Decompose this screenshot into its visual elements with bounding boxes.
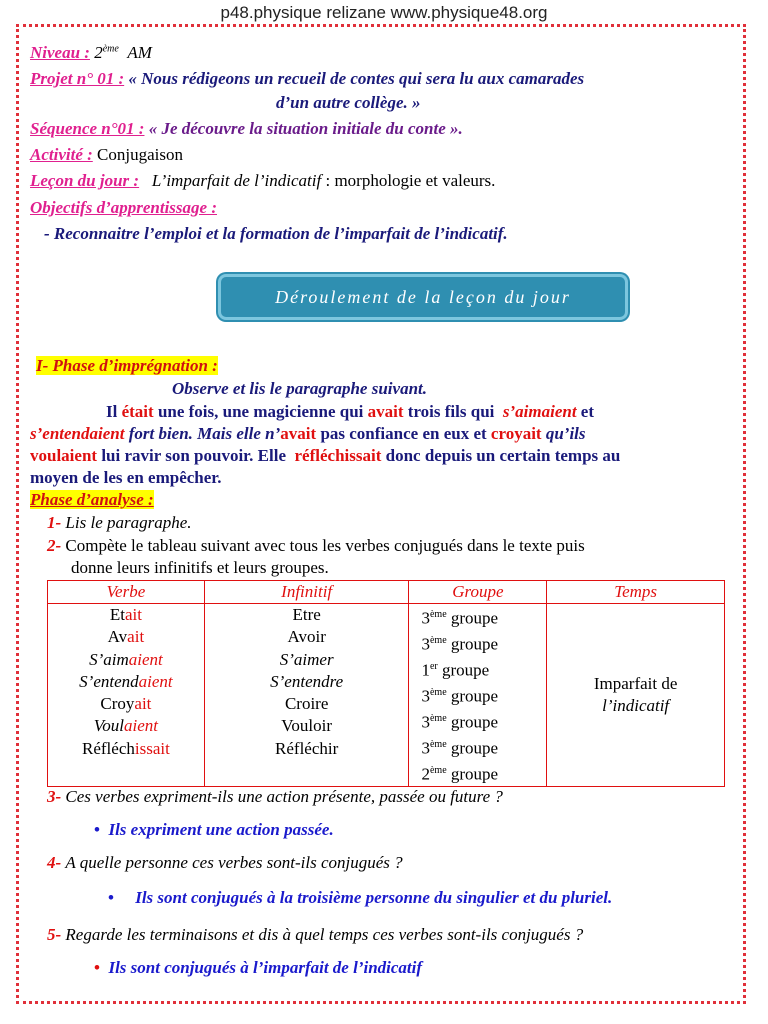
phase2-heading-line: [30, 490, 154, 510]
phase1-heading: I- Phase d’imprégnation :: [36, 356, 218, 375]
projet-label: Projet n° 01 :: [30, 69, 125, 88]
phase2-heading: Phase d’analyse :: [30, 490, 154, 509]
phase1-instruction: Observe et lis le paragraphe suivant.: [172, 379, 427, 398]
question-1-text: Lis le paragraphe.: [65, 513, 192, 532]
answer-3: [94, 820, 334, 840]
question-3: 3- Ces verbes expriment-ils une action présente, passée ou future ?: [47, 787, 503, 806]
projet-text-1: « Nous rédigeons un recueil de contes qui sera lu aux camarades: [128, 69, 585, 88]
projet-line-2: [276, 93, 421, 113]
lecon-label: Leçon du jour :: [30, 171, 140, 190]
projet-line: [30, 69, 584, 89]
lecon-text-italic: L’imparfait de l’indicatif: [151, 171, 322, 190]
table-header-row: [48, 581, 725, 604]
question-5-text: Regarde les terminaisons et dis à quel temps ces verbes sont-ils conjugués ?: [65, 925, 584, 944]
question-4-text: A quelle personne ces verbes sont-ils conjugués ?: [65, 853, 403, 872]
objectif-text: - Reconnaitre l’emploi et la formation de l’imparfait de l’indicatif.: [44, 224, 508, 243]
verbe-cell: Etait Avait S’aimaient S’entendaient Croyait Voulaient Réfléchissait: [48, 604, 205, 787]
bullet-icon: •: [94, 958, 100, 977]
table-row: [48, 604, 725, 787]
question-5: 5- Regarde les terminaisons et dis à quel temps ces verbes sont-ils conjugués ?: [47, 925, 584, 944]
sequence-line: [30, 119, 463, 139]
lesson-title-box: [218, 274, 628, 320]
col-temps: Temps: [547, 581, 725, 604]
question-2-text: Compète le tableau suivant avec tous les verbes conjugués dans le texte puis: [65, 536, 585, 555]
phase1-heading-line: [36, 356, 218, 376]
projet-text-2: d’un autre collège. »: [276, 93, 421, 112]
question-2: 2- Compète le tableau suivant avec tous les verbes conjugués dans le texte puis: [47, 536, 585, 555]
verbs-table: [47, 580, 725, 787]
lecon-line: [30, 171, 495, 191]
niveau-line: [30, 43, 152, 63]
bullet-icon: •: [94, 820, 100, 839]
infinitif-cell: Etre Avoir S’aimer S’entendre Croire Vouloir Réfléchir: [204, 604, 409, 787]
answer-4-text: Ils sont conjugués à la troisième personne du singulier et du pluriel.: [135, 888, 613, 907]
phase1-instruction-line: [172, 379, 427, 399]
activite-text: Conjugaison: [97, 145, 183, 164]
objectifs-label: Objectifs d’apprentissage :: [30, 198, 217, 217]
activite-label: Activité :: [30, 145, 93, 164]
col-verbe: Verbe: [48, 581, 205, 604]
answer-3-text: Ils expriment une action passée.: [108, 820, 334, 839]
niveau-label: Niveau :: [30, 43, 90, 62]
question-4: 4- A quelle personne ces verbes sont-ils conjugués ?: [47, 853, 403, 872]
niveau-value: 2ème AM: [94, 43, 152, 62]
question-2-text-2: donne leurs infinitifs et leurs groupes.: [71, 558, 329, 577]
objectifs-line: [30, 198, 217, 218]
watermark: p48.physique relizane www.physique48.org: [220, 3, 548, 22]
answer-5: [94, 958, 422, 978]
lecon-text-rest: : morphologie et valeurs.: [325, 171, 496, 190]
phase1-paragraph: Il était une fois, une magicienne qui avait trois fils qui s’aimaient et s’entendaient fort bien. Mais elle n’avait pas confiance en eux et croyait qu’ils voulaient lui ravir son pouvoir. Elle réfléchissait donc depuis un certain temps au moyen de les en empêcher.: [30, 402, 621, 487]
col-infinitif: Infinitif: [204, 581, 409, 604]
groupe-cell: 3ème groupe 3ème groupe 1er groupe 3ème groupe 3ème groupe 3ème groupe 2ème groupe: [409, 604, 547, 787]
answer-5-text: Ils sont conjugués à l’imparfait de l’indicatif: [108, 958, 423, 977]
lesson-title: Déroulement de la leçon du jour: [275, 286, 571, 307]
question-1: 1- Lis le paragraphe.: [47, 513, 192, 532]
activite-line: [30, 145, 183, 165]
objectif-item: [44, 224, 508, 244]
answer-4: [108, 888, 612, 908]
bullet-icon: •: [108, 888, 114, 907]
temps-cell: Imparfait de l’indicatif: [547, 604, 725, 787]
sequence-text: « Je découvre la situation initiale du conte ».: [148, 119, 463, 138]
col-groupe: Groupe: [409, 581, 547, 604]
question-3-text: Ces verbes expriment-ils une action présente, passée ou future ?: [65, 787, 503, 806]
question-2-line-2: [71, 558, 329, 578]
sequence-label: Séquence n°01 :: [30, 119, 145, 138]
